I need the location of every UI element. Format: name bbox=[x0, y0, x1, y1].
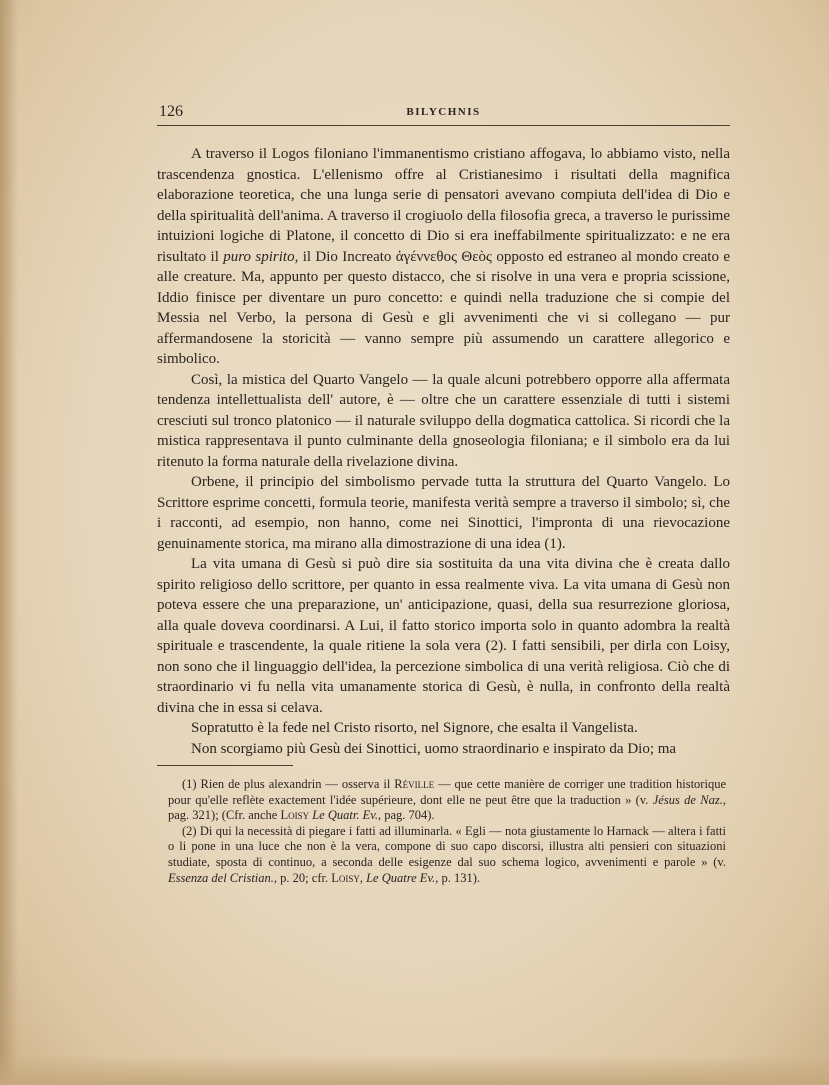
paragraph-1 bbox=[157, 144, 730, 370]
footnote-2-title-1: Essenza del Cristian. bbox=[168, 870, 274, 885]
footnote-2-title-2: Le Quatre Ev. bbox=[366, 870, 436, 885]
footnote-1-text-c: , pag. 321); (Cfr. anche bbox=[168, 792, 727, 823]
footnote-1-text-b: — que cette manière de corriger une tradition historique pour qu'elle reflète exactement l'idée supérieure, dont elle ne peut être que la traduction » (v. bbox=[168, 777, 726, 807]
paragraph-5: Sopratutto è la fede nel Cristo risorto, nel Signore, che esalta il Vangelista. bbox=[191, 720, 638, 736]
page-edge-shadow-bottom bbox=[0, 1055, 829, 1085]
footnote-2-author: Loisy bbox=[331, 870, 360, 885]
footnote-1-author-2: Loisy bbox=[280, 808, 310, 823]
running-title: BILYCHNIS bbox=[406, 106, 481, 118]
paragraph-3: Orbene, il principio del simbolismo pervade tutta la struttura del Quarto Vangelo. Lo Scrittore esprime concetti, formula teorie, manifesta verità sempre a traverso il simbolo; sì, che i racconti, ad esempio, non hanno, come nei Sinottici, l'impronta di una rievocazione genuinamente storica, ma mirano alla dimostrazione di una idea (1). bbox=[157, 474, 730, 552]
footnote-1-text-e: , pag. 704). bbox=[377, 808, 435, 823]
footnotes bbox=[168, 777, 726, 886]
footnote-1-text-a: (1) Rien de plus alexandrin — osserva il bbox=[182, 777, 395, 791]
footnote-1-author: Réville bbox=[394, 777, 435, 791]
footnote-2-text-d: , p. 131). bbox=[435, 870, 480, 885]
footnote-divider bbox=[157, 765, 293, 766]
paragraph-4: La vita umana di Gesù si può dire sia sostituita da una vita divina che è creata dallo spirito religioso dello scrittore, per quanto in essa realmente viva. La vita umana di Gesù non poteva essere che una preparazione, un' anticipazione, quasi, della sua resurrezione gloriosa, alla quale doveva coordinarsi. A Lui, il fatto storico importa solo in quanto adombra la realtà spirituale e trascendente, la quale ritiene la sola vera (2). I fatti sensibili, per dirla con Loisy, non sono che il linguaggio dell'idea, la percezione simbolica di una verità religiosa. Ciò che di straordinario vi fu nella vita umanamente storica di Gesù, è nulla, in confronto della realtà divina che in essa si celava. bbox=[157, 556, 730, 716]
running-header bbox=[157, 101, 730, 126]
footnote-2-text-b: , p. 20; cfr. bbox=[273, 870, 332, 885]
paragraph-2: Così, la mistica del Quarto Vangelo — la quale alcuni potrebbero opporre alla affermata tendenza intellettualista dell' autore, è — oltre che un carattere essenziale di tutti i sistemi cresciuti sul tronco platonico — il naturale sviluppo della dogmatica cattolica. Si ricordi che la mistica rappresentava il punto culminante della gnoseologia filoniana; e il simbolo era da lui ritenuto la forma naturale della rivelazione divina. bbox=[157, 371, 730, 470]
footnote-1-title-1: Jésus de Naz. bbox=[652, 792, 723, 807]
paragraph-1-part-a: A traverso il Logos filoniano l'immanentismo cristiano affogava, lo abbiamo visto, nella trascendenza gnostica. L'ellenismo offre al Cristianesimo i risultati della magnifica elaborazione teoretica, che una lunga serie di pensatori avevano compiuta dell'idea di Dio e della spiritualità dell'anima. A traverso il crogiuolo della filosofia greca, a traverso le purissime intuizioni logiche di Platone, il concetto di Dio si era ineffabilmente spiritualizzato: e ne era risultato il bbox=[157, 146, 730, 265]
footnote-1-title-2: Le Quatr. Ev. bbox=[312, 808, 378, 823]
paragraph-6: Non scorgiamo più Gesù dei Sinottici, uomo straordinario e inspirato da Dio; ma bbox=[191, 740, 677, 757]
footnote-2 bbox=[168, 824, 726, 886]
footnote-2-text-c: , bbox=[359, 870, 367, 885]
paragraph-1-italic: puro spirito bbox=[223, 248, 295, 265]
page-number: 126 bbox=[159, 103, 183, 120]
footnote-1 bbox=[168, 777, 726, 824]
body-text bbox=[157, 144, 730, 759]
page-edge-shadow-left bbox=[0, 0, 18, 1085]
paragraph-1-part-b: , il Dio Increato ἀγέννεθος Θεὸς opposto ed estraneo al mondo creato e alle creature. Ma, appunto per questo distacco, che si risolve in una vera e propria scissione, Iddio finisce per diventare un puro concetto: e quindi nella traduzione che si compie del Messia nel Verbo, la persona di Gesù e gli avvenimenti che vi si collegano — pur affermandosene la storicità — vanno sempre più assumendo un carattere allegorico e simbolico. bbox=[157, 248, 730, 367]
footnote-2-text-a: (2) Di qui la necessità di piegare i fatti ad illuminarla. « Egli — nota giustamente lo Harnack — altera i fatti o li pone in una luce che non è la vera, compone di suo capo discorsi, illustra alti pensieri con situazioni studiate, sposta di continuo, a seconda delle esigenze dal suo schema logico, avvenimenti e parole » (v. bbox=[168, 823, 726, 869]
